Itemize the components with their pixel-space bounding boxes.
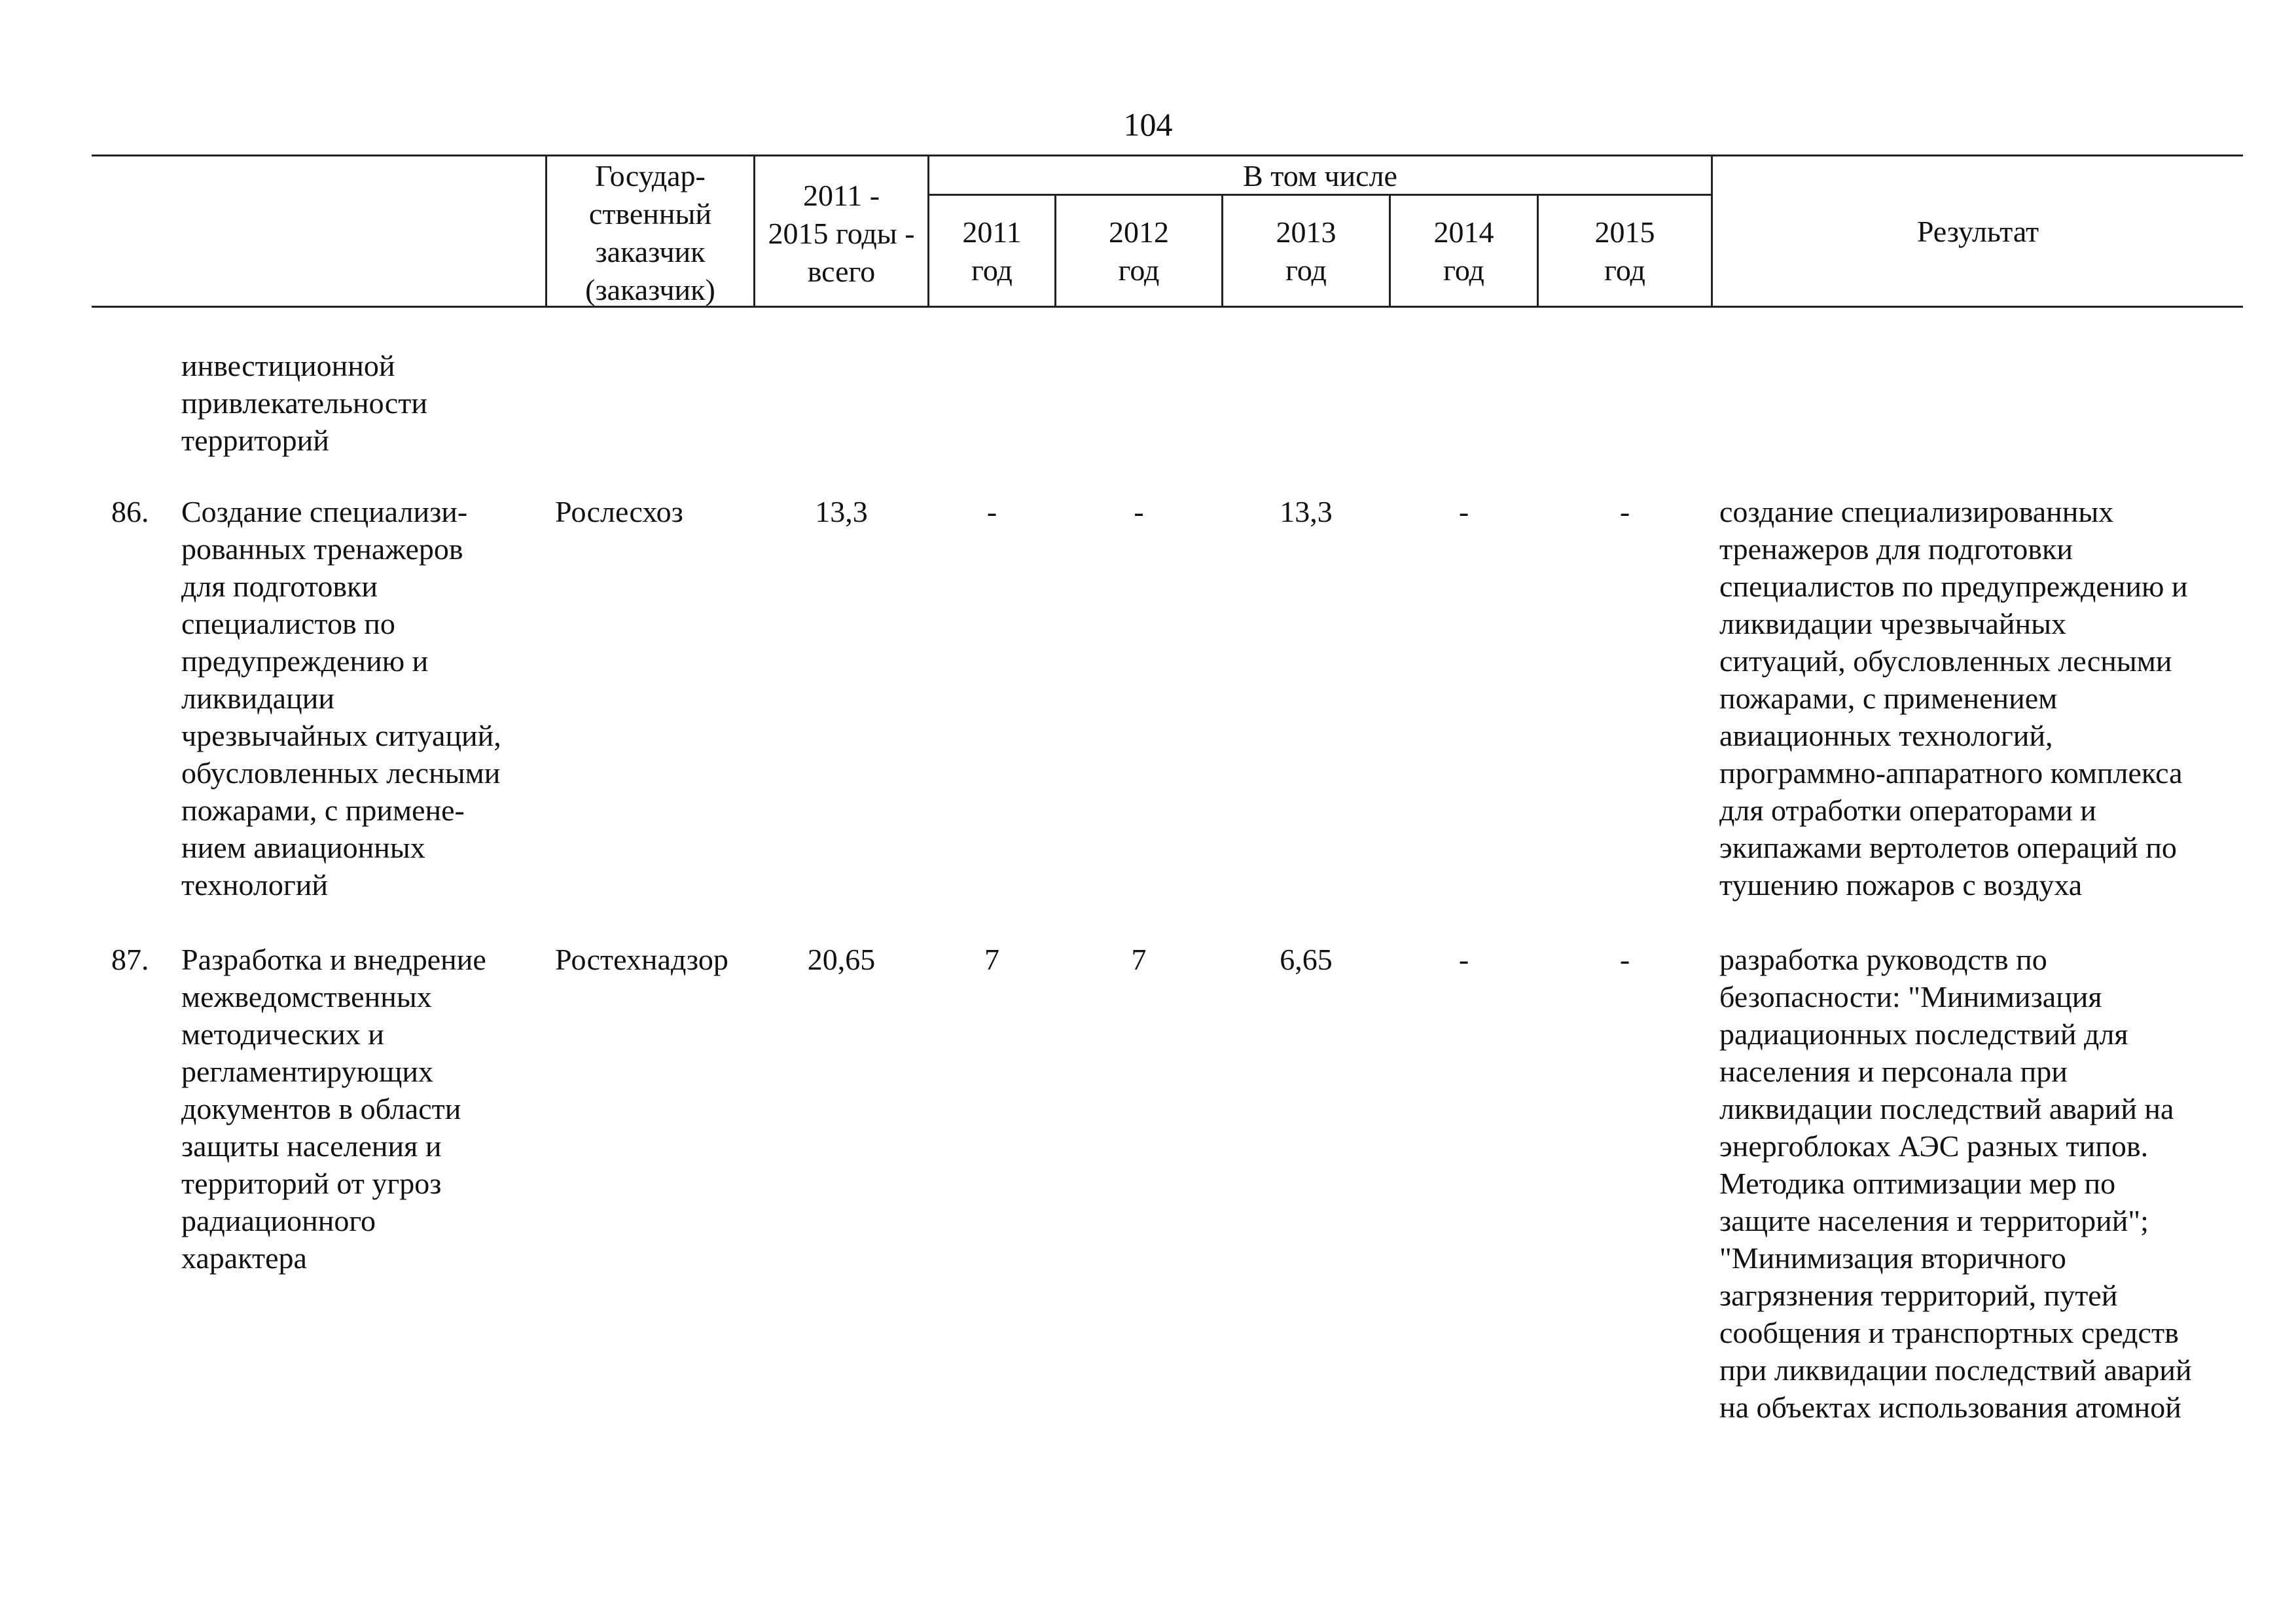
row-86-name: Создание специализи- рованных тренажеров для подготовки специалистов по предупреждению и ликвидации чрезвычайных ситуаций, обусловленных лесными пожарами, с примене- нием авиационных технологий bbox=[181, 495, 501, 902]
row-86-result: создание специализированных тренажеров для подготовки специалистов по предупреждению и ликвидации чрезвычайных ситуаций, обусловленных лесными пожарами, с применением авиационных технологий, программно-аппаратного комплекса для отработки операторами и экипажами вертолетов операций по тушению пожаров с воздуха bbox=[1719, 495, 2188, 902]
row-86-2012: - bbox=[1134, 495, 1144, 528]
header-year-2015: 2015 год bbox=[1594, 215, 1655, 287]
continuation-text: инвестиционной привлекательности территорий bbox=[181, 349, 427, 457]
row-87-total: 20,65 bbox=[807, 943, 876, 976]
row-87-name: Разработка и внедрение межведомственных методических и регламентирующих документов в области защиты населения и территорий от угроз радиационного характера bbox=[181, 943, 486, 1275]
row-87-2012: 7 bbox=[1131, 943, 1147, 976]
header-year-2011: 2011 год bbox=[962, 215, 1022, 287]
header-year-2014: 2014 год bbox=[1433, 215, 1494, 287]
row-87-result: разработка руководств по безопасности: "Минимизация радиационных последствий для населения и персонала при ликвидации последствий аварий на энергоблоках АЭС разных типов. Методика оптимизации мер по защите населения и территорий"; "Минимизация вторичного загрязнения территорий, путей сообщения и транспортных средств при ликвидации последствий аварий на объектах использования атомной bbox=[1719, 943, 2192, 1424]
header-total: 2011 - 2015 годы - всего bbox=[768, 179, 915, 288]
row-86-2014: - bbox=[1458, 495, 1469, 528]
row-86-customer: Рослесхоз bbox=[555, 495, 683, 528]
header-customer: Государ- ственный заказчик (заказчик) bbox=[585, 159, 715, 306]
header-year-2012: 2012 год bbox=[1109, 215, 1169, 287]
row-86-total: 13,3 bbox=[815, 495, 868, 528]
header-top-rule bbox=[92, 155, 2243, 156]
row-86-2011: - bbox=[986, 495, 997, 528]
row-87-customer: Ростехнадзор bbox=[555, 943, 728, 976]
header-year-2013: 2013 год bbox=[1276, 215, 1336, 287]
header-result: Результат bbox=[1916, 215, 2039, 248]
row-87-2013: 6,65 bbox=[1280, 943, 1333, 976]
row-86-number: 86. bbox=[111, 495, 149, 528]
row-87-number: 87. bbox=[111, 943, 149, 976]
row-86-2013: 13,3 bbox=[1280, 495, 1333, 528]
row-87-2015: - bbox=[1619, 943, 1630, 976]
page-number: 104 bbox=[1123, 106, 1173, 143]
row-86-2015: - bbox=[1619, 495, 1630, 528]
header-including: В том числе bbox=[1243, 159, 1397, 192]
header-bottom-rule bbox=[92, 306, 2243, 308]
row-87-2014: - bbox=[1458, 943, 1469, 976]
row-87-2011: 7 bbox=[984, 943, 999, 976]
